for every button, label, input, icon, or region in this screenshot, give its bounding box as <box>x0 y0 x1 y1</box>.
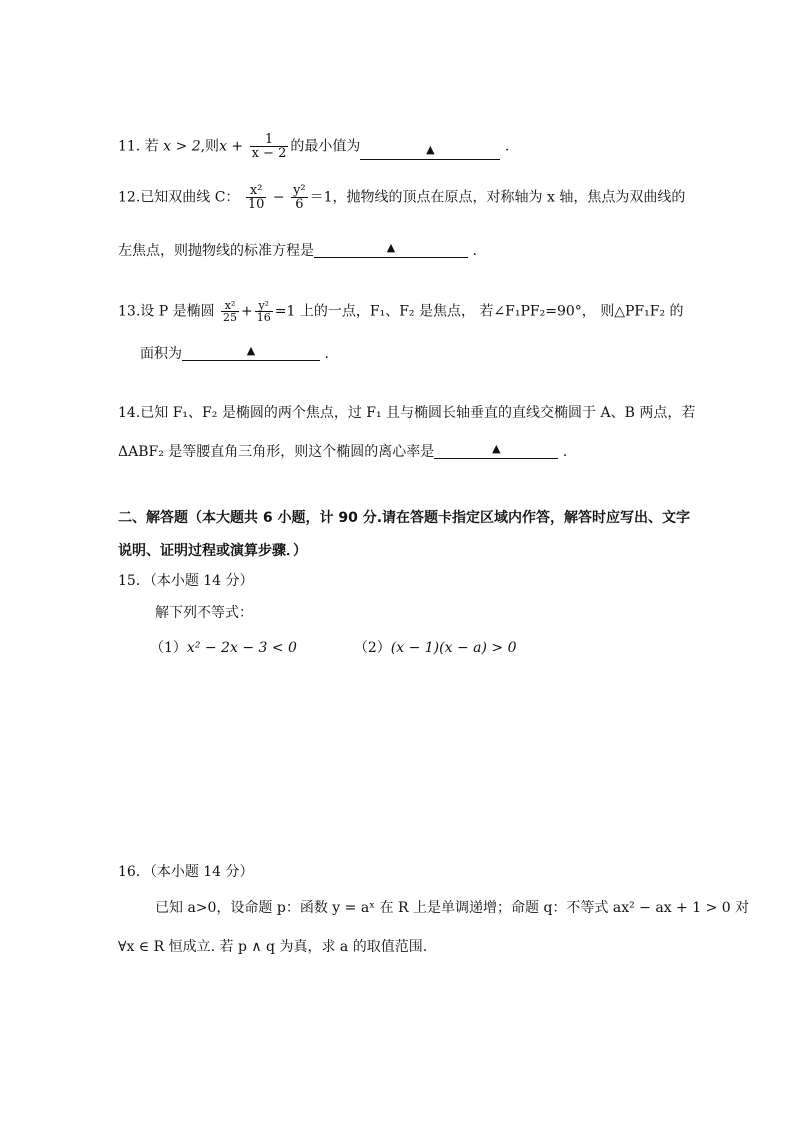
q11-end: . <box>504 138 510 155</box>
q16-line2: ∀x ∈ R 恒成立. 若 p ∧ q 为真，求 a 的取值范围. <box>118 939 428 955</box>
q12-fraction-2 <box>291 184 308 211</box>
q11-answer-blank <box>360 144 500 160</box>
q13-frac1-num: x² <box>221 300 239 312</box>
q11-blank-mark: ▲ <box>426 143 435 156</box>
q13-frac2-den: 16 <box>256 311 271 324</box>
q11-number: 11. <box>118 138 141 155</box>
q12-frac2-num: y² <box>293 183 306 198</box>
q11-text2: ,则 <box>200 138 220 155</box>
q12-number: 12. <box>118 189 141 206</box>
q11-frac-num: 1 <box>250 133 289 147</box>
question-16-line2 <box>118 940 427 954</box>
q14-blank-mark: ▲ <box>492 442 501 455</box>
q11-expr-lhs: x + <box>219 138 244 155</box>
question-16-line1 <box>155 901 749 915</box>
q12-blank-mark: ▲ <box>386 241 396 254</box>
q12-fraction-1 <box>246 184 267 211</box>
question-11 <box>118 133 509 160</box>
q13-answer-blank <box>182 345 320 361</box>
q15-prompt: 解下列不等式： <box>155 605 253 621</box>
q16-line1: 已知 a>0，设命题 p：函数 y = aˣ 在 R 上是单调递增；命题 q：不等式 ax² − ax + 1 > 0 对 <box>155 900 750 916</box>
q14-end: . <box>562 444 568 460</box>
question-15-prompt <box>155 606 253 620</box>
q12-end: . <box>472 243 477 259</box>
q13-frac2-num: y² <box>255 300 273 312</box>
q12-line2: 左焦点，则抛物线的标准方程是 <box>118 243 314 259</box>
question-13-line2 <box>140 345 329 361</box>
q12-answer-blank <box>314 242 468 258</box>
question-12-line2 <box>118 242 477 258</box>
q13-text1: 设 P 是椭圆 <box>140 303 215 320</box>
q11-text3: 的最小值为 <box>290 138 361 155</box>
question-16-header <box>118 865 254 879</box>
q13-line2: 面积为 <box>140 346 182 362</box>
q15-part2: (x − 1)(x − a) > 0 <box>390 640 517 656</box>
q11-frac-den: x − 2 <box>251 146 287 161</box>
q13-fraction-2 <box>255 300 273 323</box>
q12-frac1-num: x² <box>246 184 267 198</box>
q13-text2: =1 上的一点，F₁、F₂ 是焦点， 若∠F₁PF₂=90°， 则△PF₁F₂ 的 <box>274 303 684 320</box>
q14-answer-blank <box>434 443 558 459</box>
q13-end: . <box>324 346 329 362</box>
q13-frac1-den: 25 <box>223 311 238 324</box>
section-2-heading-line2 <box>118 544 307 558</box>
q15-header: 15．（本小题 14 分） <box>118 573 254 589</box>
q14-line1: 14.已知 F₁、F₂ 是椭圆的两个焦点，过 F₁ 且与椭圆长轴垂直的直线交椭圆于 A、B 两点，若 <box>118 405 696 421</box>
q13-blank-mark: ▲ <box>246 344 256 357</box>
q15-part1-label: （1） <box>150 640 187 656</box>
question-14 <box>118 406 695 420</box>
q15-part1: x² − 2x − 3 < 0 <box>186 640 297 656</box>
question-14-line2 <box>118 443 567 459</box>
q11-fraction <box>250 133 289 160</box>
q12-eq: ＝1，抛物线的顶点在原点，对称轴为 x 轴，焦点为双曲线的 <box>309 189 686 206</box>
section-2-line2: 说明、证明过程或演算步骤．） <box>118 543 307 559</box>
q13-number: 13. <box>118 303 141 320</box>
q11-text1: 若 <box>144 138 159 155</box>
question-13 <box>118 300 684 323</box>
question-15-parts <box>150 641 516 655</box>
q12-frac2-den: 6 <box>295 197 304 212</box>
q11-cond: x > 2 <box>163 138 201 155</box>
question-15-header <box>118 574 254 588</box>
q12-minus: − <box>272 189 285 206</box>
section-2-line1: 二、解答题（本大题共 6 小题，计 90 分.请在答题卡指定区域内作答，解答时应写出、文字 <box>118 510 691 526</box>
q13-plus: + <box>241 303 253 320</box>
q12-frac1-den: 10 <box>247 197 265 212</box>
q13-fraction-1 <box>221 300 239 323</box>
q15-part2-label: （2） <box>353 640 391 656</box>
section-2-heading <box>118 511 690 525</box>
q16-header: 16．（本小题 14 分） <box>118 864 254 880</box>
question-12 <box>118 184 685 211</box>
q12-text1: 已知双曲线 C： <box>140 189 240 206</box>
q14-line2: ΔABF₂ 是等腰直角三角形，则这个椭圆的离心率是 <box>118 444 435 460</box>
